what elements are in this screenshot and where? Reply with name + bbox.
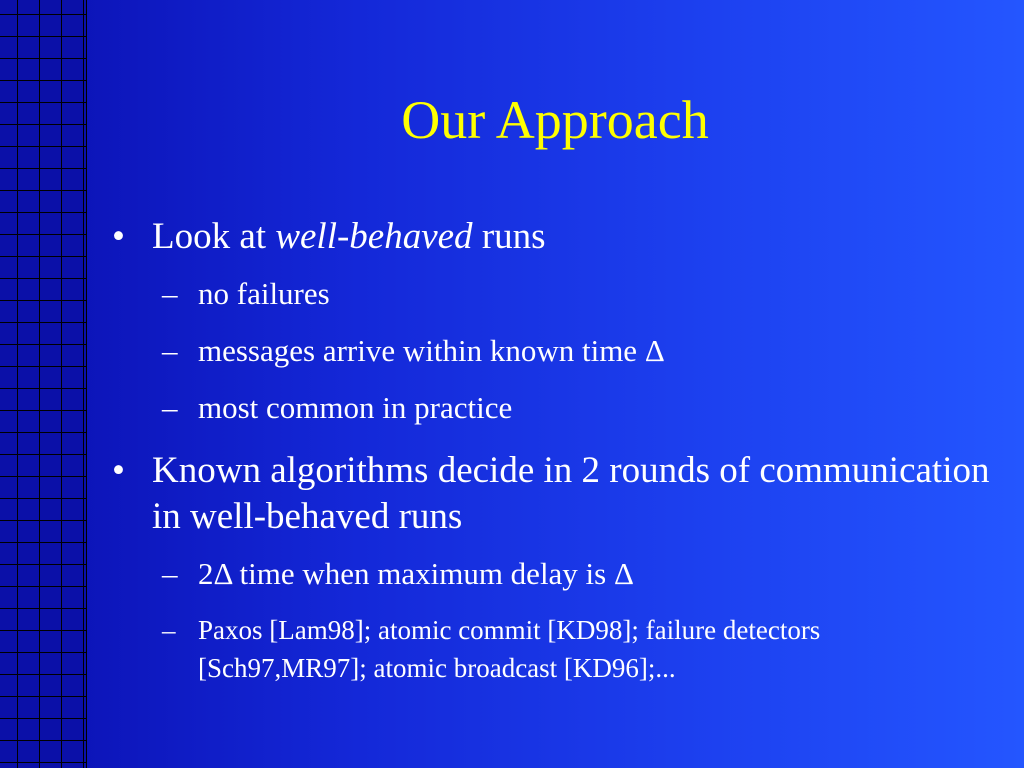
sub-bullet-item [112, 388, 992, 428]
bullet-marker: • [112, 216, 125, 257]
bullet-item [112, 214, 992, 260]
sub-bullet-text: 2Δ time when maximum delay is Δ [198, 556, 634, 591]
bullet-text: runs [472, 216, 546, 257]
slide-title: Our Approach [401, 90, 709, 150]
bullet-text: Look at [152, 216, 276, 257]
sub-bullet-text: Paxos [Lam98]; atomic commit [KD98]; failure detectors [Sch97,MR97]; atomic broadcast [KD96];... [198, 615, 821, 683]
sub-bullet-item [112, 274, 992, 314]
bullet-item [112, 448, 992, 540]
sub-bullet-text: no failures [198, 276, 330, 311]
sub-bullet-item [112, 554, 992, 594]
sub-bullet-item [112, 331, 992, 371]
grid-pattern-decoration [0, 0, 87, 768]
bullet-text: Known algorithms decide in 2 rounds of communication in well-behaved runs [152, 450, 990, 537]
bullet-text-italic: well-behaved [275, 216, 473, 257]
dash-marker: – [162, 556, 178, 591]
dash-marker: – [162, 276, 178, 311]
dash-marker: – [162, 333, 178, 368]
bullet-marker: • [112, 450, 125, 491]
sub-bullet-text: messages arrive within known time Δ [198, 333, 665, 368]
dash-marker: – [162, 615, 176, 645]
sub-bullet-item [112, 611, 992, 687]
slide-content [112, 214, 992, 704]
dash-marker: – [162, 390, 178, 425]
sub-bullet-text: most common in practice [198, 390, 513, 425]
